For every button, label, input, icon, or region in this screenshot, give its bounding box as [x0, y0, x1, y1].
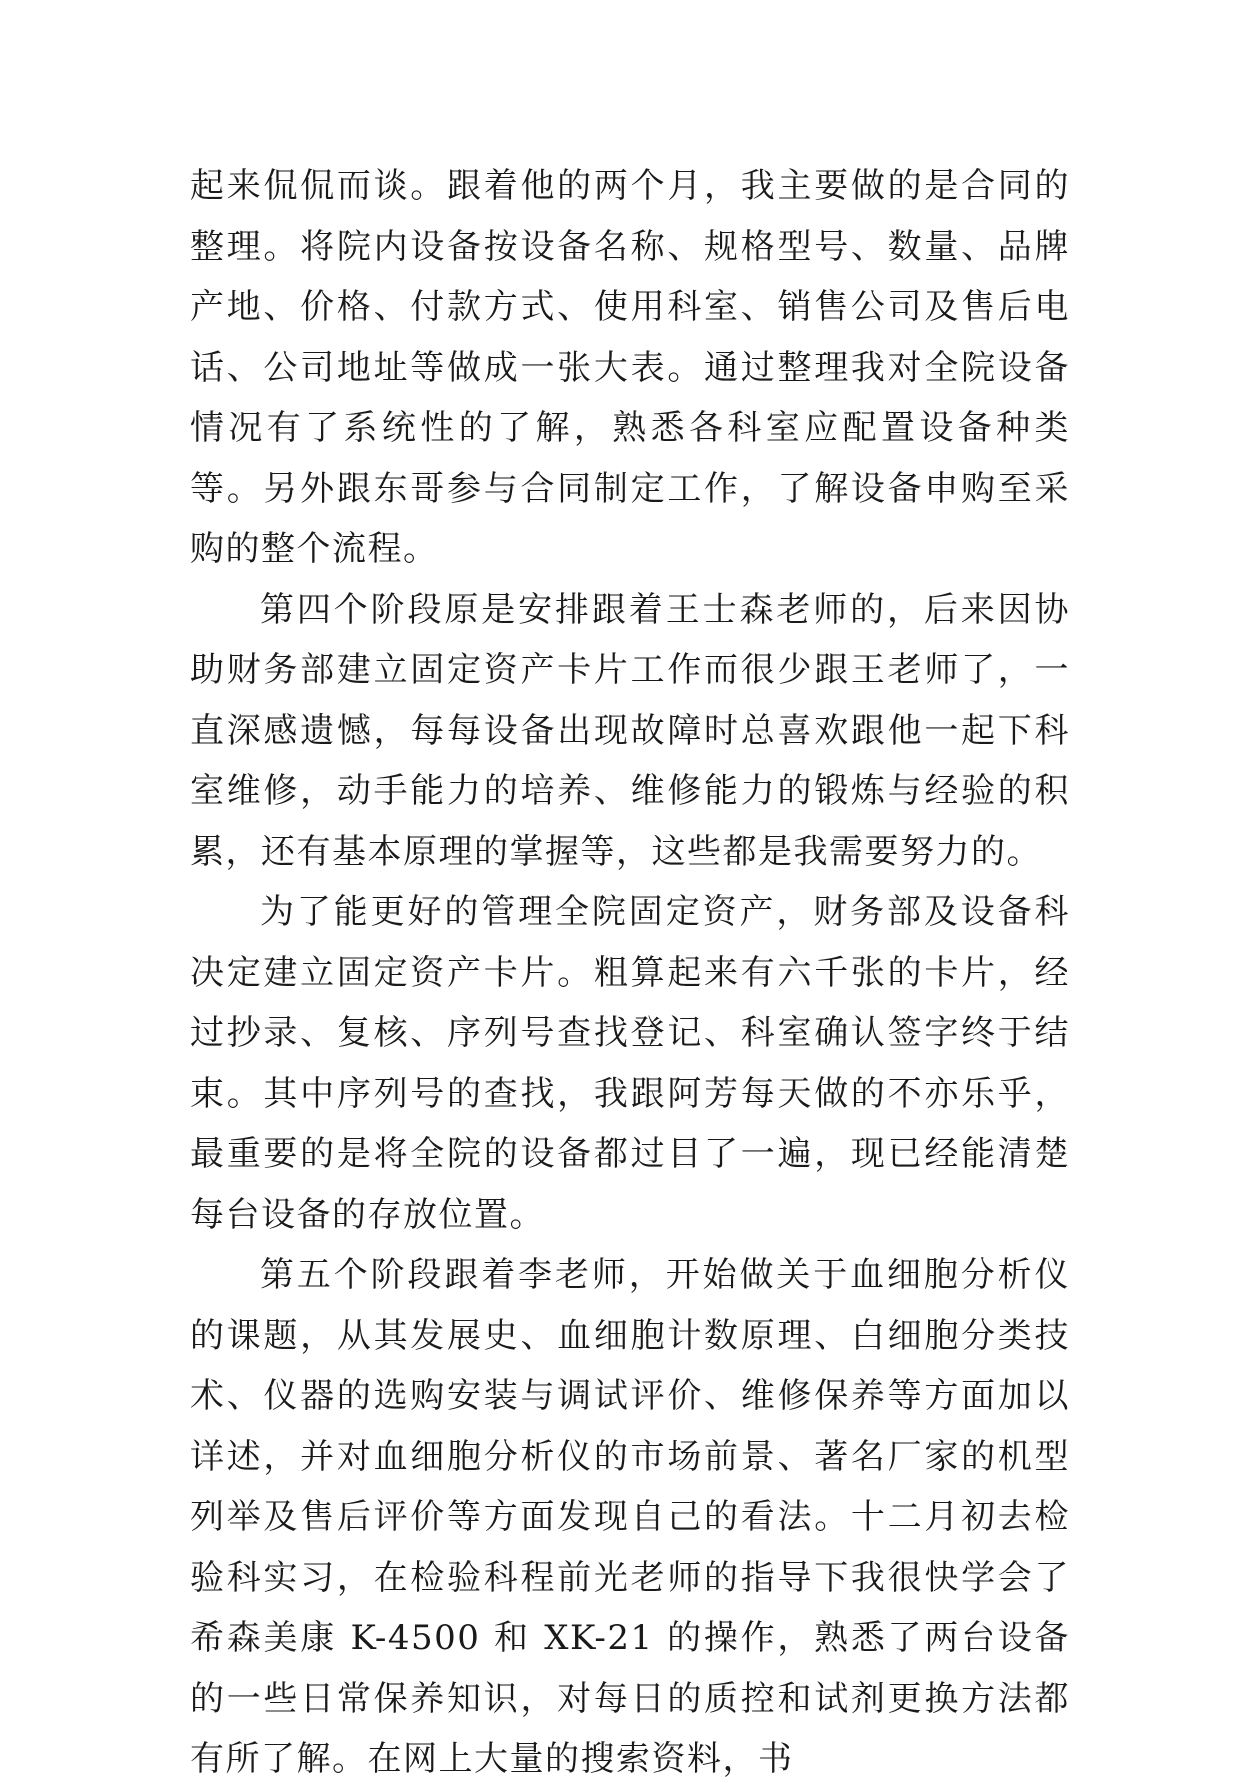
- paragraph-2: 第四个阶段原是安排跟着王士森老师的，后来因协助财务部建立固定资产卡片工作而很少跟王老师了，一直深感遗憾，每每设备出现故障时总喜欢跟他一起下科室维修，动手能力的培养、维修能力的锻炼与经验的积累，还有基本原理的掌握等，这些都是我需要努力的。: [190, 589, 1070, 872]
- paragraph-4: 第五个阶段跟着李老师，开始做关于血细胞分析仪的课题，从其发展史、血细胞计数原理、白细胞分类技术、仪器的选购安装与调试评价、维修保养等方面加以详述，并对血细胞分析仪的市场前景、著名厂家的机型列举及售后评价等方面发现自己的看法。十二月初去检验科实习，在检验科程前光老师的指导下我很快学会了希森美康 K-4500 和 XK-21 的操作，熟悉了两台设备的一些日常保养知识，对每日的质控和试剂更换方法都有所了解。在网上大量的搜索资料，书: [190, 1255, 1070, 1779]
- document-body: [190, 156, 1070, 1790]
- paragraph-3: 为了能更好的管理全院固定资产，财务部及设备科决定建立固定资产卡片。粗算起来有六千张的卡片，经过抄录、复核、序列号查找登记、科室确认签字终于结束。其中序列号的查找，我跟阿芳每天做的不亦乐乎，最重要的是将全院的设备都过目了一遍，现已经能清楚每台设备的存放位置。: [190, 892, 1070, 1235]
- paragraph-1: 起来侃侃而谈。跟着他的两个月，我主要做的是合同的整理。将院内设备按设备名称、规格型号、数量、品牌产地、价格、付款方式、使用科室、销售公司及售后电话、公司地址等做成一张大表。通过整理我对全院设备情况有了系统性的了解，熟悉各科室应配置设备种类等。另外跟东哥参与合同制定工作，了解设备申购至采购的整个流程。: [190, 166, 1070, 569]
